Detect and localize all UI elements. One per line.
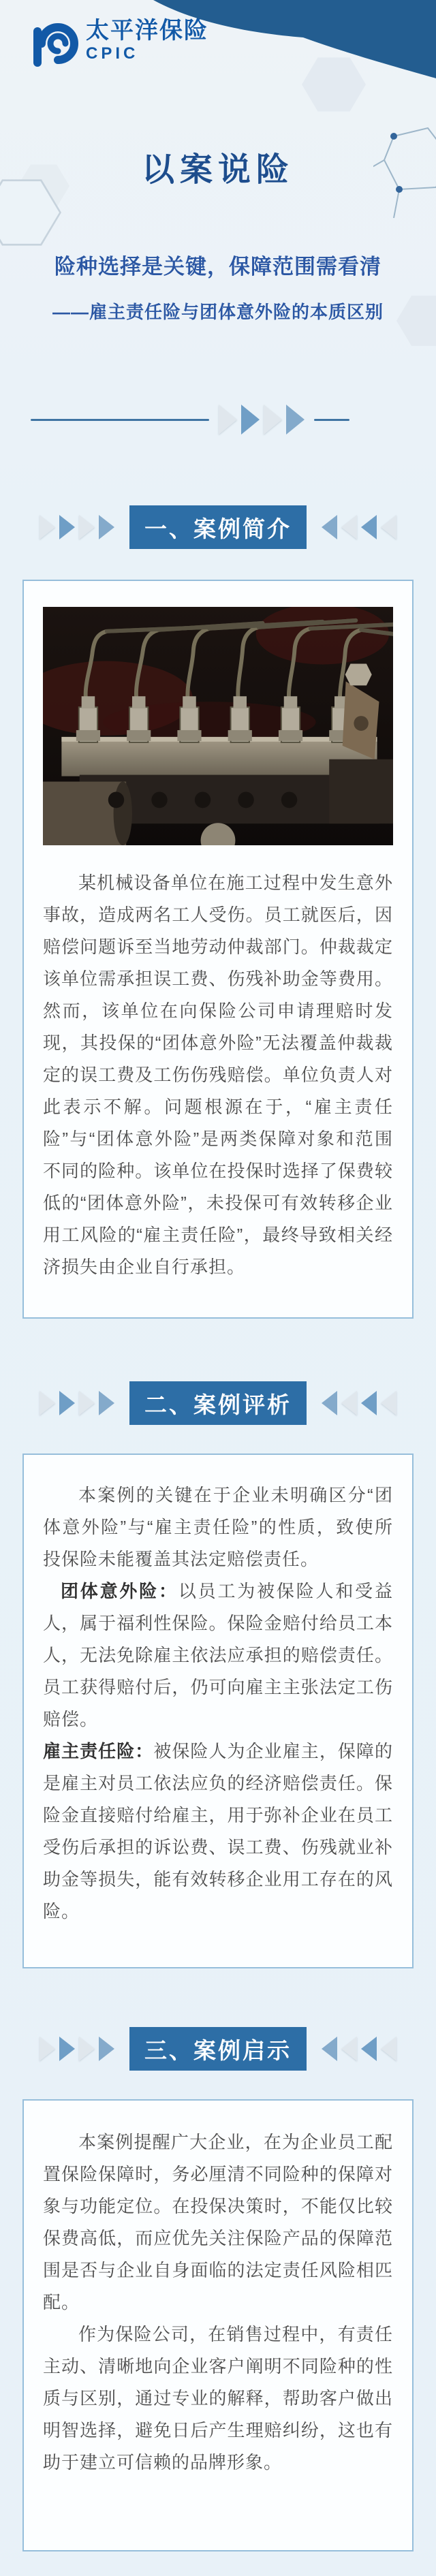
divider-line [314, 419, 349, 421]
section-header-intro [0, 505, 436, 549]
intro-card [22, 580, 414, 1319]
group-accident-paragraph [43, 1575, 393, 1735]
arrow-left-icon [361, 1391, 377, 1415]
arrow-cluster [322, 515, 396, 539]
arrow-right-icon [79, 2037, 95, 2061]
analysis-card [22, 1454, 414, 1968]
arrow-left-icon [381, 515, 396, 539]
brand-name-en: CPIC [86, 44, 139, 63]
arrow-right-icon [99, 1391, 114, 1415]
arrow-left-icon [322, 2037, 337, 2061]
arrow-right-icon [59, 515, 75, 539]
arrow-left-icon [361, 515, 377, 539]
arrow-right-icon [79, 515, 95, 539]
arrow-cluster [322, 1391, 396, 1415]
arrow-left-icon [361, 2037, 377, 2061]
machinery-photo [43, 607, 393, 845]
arrow-cluster [40, 515, 114, 539]
group-accident-text: 以员工为被保险人和受益人，属于福利性保险。保险金赔付给员工本人，无法免除雇主依法应承担的赔偿责任。员工获得赔付后，仍可向雇主主张法定工伤赔偿。 [43, 1581, 393, 1729]
header [0, 0, 436, 354]
arrow-right-icon [264, 405, 282, 435]
insight-paragraph-1: 本案例提醒广大企业，在为企业员工配置保险保障时，务必厘清不同险种的保障对象与功能定位。在投保决策时，不能仅比较保费高低，而应优先关注保险产品的保障范围是否与企业自身面临的法定责任风险相匹配。 [43, 2132, 393, 2312]
arrow-right-icon [286, 405, 305, 435]
intro-paragraph: 某机械设备单位在施工过程中发生意外事故，造成两名工人受伤。员工就医后，因赔偿问题诉至当地劳动仲裁部门。仲裁裁定该单位需承担误工费、伤残补助金等费用。然而，该单位在向保险公司申请理赔时发现，其投保的“团体意外险”无法覆盖仲裁裁定的误工费及工伤伤残赔偿。单位负责人对此表示不解。问题根源在于，“雇主责任险”与“团体意外险”是两类保障对象和范围不同的险种。该单位在投保时选择了保费较低的“团体意外险”，未投保可有效转移企业用工风险的“雇主责任险”，最终导致相关经济损失由企业自行承担。 [43, 873, 393, 1277]
divider-line [31, 419, 209, 421]
arrow-left-icon [381, 2037, 396, 2061]
headline: 险种选择是关键，保障范围需看清 [54, 255, 382, 279]
arrow-cluster [322, 2037, 396, 2061]
arrow-left-icon [341, 515, 357, 539]
arrow-right-icon [40, 2037, 55, 2061]
cpic-logo-icon [30, 18, 79, 71]
arrow-right-icon [40, 1391, 55, 1415]
section-title-insight: 三、案例启示 [129, 2027, 307, 2071]
analysis-paragraph: 本案例的关键在于企业未明确区分“团体意外险”与“雇主责任险”的性质，致使所投保险未能覆盖其法定赔偿责任。 [43, 1485, 393, 1569]
section-header-analysis [0, 1381, 436, 1425]
arrow-right-icon [241, 405, 260, 435]
subheadline: ——雇主责任险与团体意外险的本质区别 [52, 302, 384, 322]
insight-paragraph-2: 作为保险公司，在销售过程中，有责任主动、清晰地向企业客户阐明不同险种的性质与区别，通过专业的解释，帮助客户做出明智选择，避免日后产生理赔纠纷，这也有助于建立可信赖的品牌形象。 [43, 2324, 393, 2472]
section-title-intro: 一、案例简介 [129, 505, 307, 549]
arrow-right-icon [79, 1391, 95, 1415]
section-title-analysis: 二、案例评析 [129, 1381, 307, 1425]
group-accident-label: 团体意外险： [61, 1581, 178, 1601]
employer-liability-label: 雇主责任险： [43, 1741, 154, 1761]
arrow-right-icon [219, 405, 237, 435]
employer-liability-text: 被保险人为企业雇主，保障的是雇主对员工依法应负的经济赔偿责任。保险金直接赔付给雇主，用于弥补企业在员工受伤后承担的诉讼费、误工费、伤残就业补助金等损失，能有效转移企业用工存在的风险。 [43, 1741, 393, 1921]
arrow-right-icon [59, 2037, 75, 2061]
arrow-cluster [40, 1391, 114, 1415]
divider-arrows [0, 403, 436, 436]
insight-card [22, 2099, 414, 2551]
arrow-left-icon [322, 1391, 337, 1415]
section-header-insight [0, 2027, 436, 2071]
arrow-left-icon [322, 515, 337, 539]
brand-logo [30, 18, 208, 71]
page-title: 以案说险 [141, 152, 294, 188]
arrow-left-icon [381, 1391, 396, 1415]
arrow-right-icon [99, 515, 114, 539]
arrow-left-icon [341, 2037, 357, 2061]
employer-liability-paragraph [43, 1735, 393, 1928]
arrow-right-icon [40, 515, 55, 539]
arrow-cluster [40, 2037, 114, 2061]
arrow-right-icon [99, 2037, 114, 2061]
arrow-right-icon [59, 1391, 75, 1415]
brand-name-cn: 太平洋保险 [86, 18, 208, 44]
arrow-left-icon [341, 1391, 357, 1415]
brand-name [86, 18, 208, 63]
